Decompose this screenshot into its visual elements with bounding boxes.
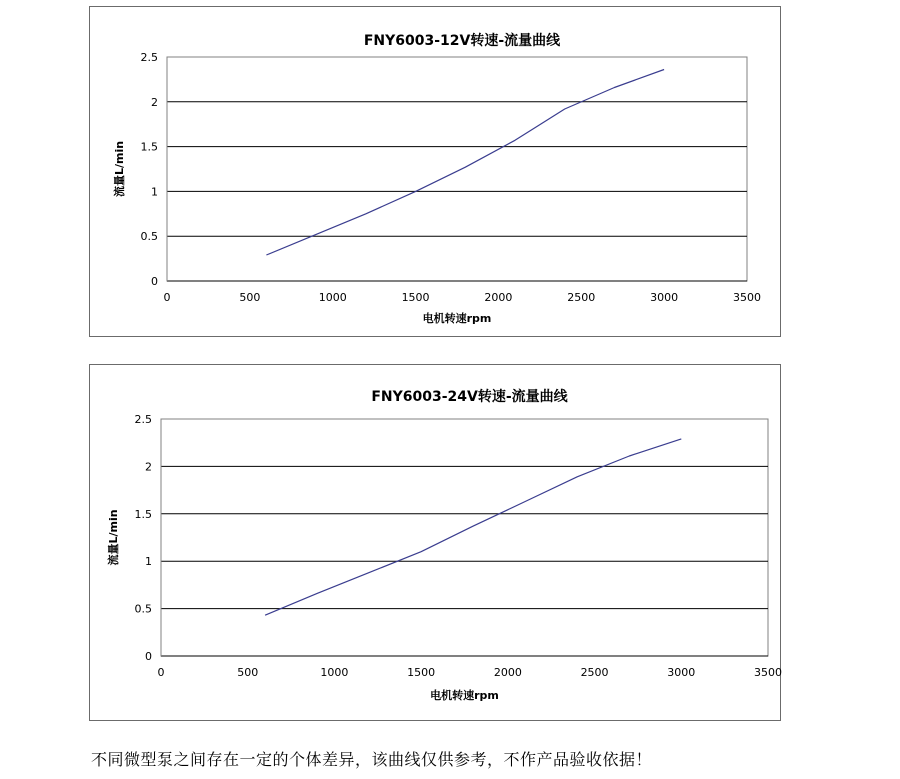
chart-panel-24v [89, 364, 781, 721]
x-tick-label: 1000 [318, 291, 347, 304]
y-tick-label: 1.5 [140, 140, 158, 154]
chart-24v [90, 365, 782, 722]
x-tick-label: 2500 [580, 666, 609, 679]
y-axis-label: 流量L/min [113, 140, 126, 198]
chart-panel-12v [89, 6, 781, 337]
x-tick-label: 2500 [567, 291, 596, 304]
chart-title: FNY6003-24V转速-流量曲线 [371, 389, 568, 405]
x-tick-label: 0 [157, 666, 165, 679]
y-axis-label: 流量L/min [107, 509, 120, 566]
x-tick-label: 0 [163, 291, 171, 304]
x-tick-label: 3500 [754, 666, 782, 679]
y-tick-label: 1.5 [134, 507, 152, 521]
y-tick-label: 2.5 [140, 51, 158, 64]
x-tick-label: 3500 [733, 291, 761, 304]
y-tick-label: 2 [151, 95, 158, 109]
y-tick-label: 2 [145, 460, 152, 474]
x-axis-label: 电机转速rpm [430, 689, 499, 702]
x-tick-label: 500 [237, 666, 259, 679]
x-tick-label: 1000 [320, 666, 349, 679]
x-tick-label: 500 [239, 291, 261, 304]
y-tick-label: 1 [151, 185, 158, 199]
chart-title: FNY6003-12V转速-流量曲线 [363, 33, 561, 49]
x-tick-label: 1500 [401, 291, 430, 304]
x-tick-label: 3000 [650, 291, 679, 304]
x-axis-label: 电机转速rpm [422, 312, 492, 325]
plot-area [161, 419, 768, 656]
y-tick-label: 0.5 [134, 602, 152, 616]
x-tick-label: 3000 [667, 666, 696, 679]
chart-12v [90, 7, 782, 338]
x-tick-label: 2000 [484, 291, 513, 304]
y-tick-label: 1 [145, 555, 152, 569]
y-tick-label: 0 [145, 650, 152, 663]
y-tick-label: 2.5 [134, 413, 152, 426]
y-tick-label: 0.5 [140, 230, 158, 244]
x-tick-label: 1500 [407, 666, 436, 679]
x-tick-label: 2000 [493, 666, 522, 679]
footnote-disclaimer: 不同微型泵之间存在一定的个体差异，该曲线仅供参考，不作产品验收依据！ [91, 750, 653, 769]
plot-area [167, 57, 747, 281]
y-tick-label: 0 [151, 275, 158, 288]
